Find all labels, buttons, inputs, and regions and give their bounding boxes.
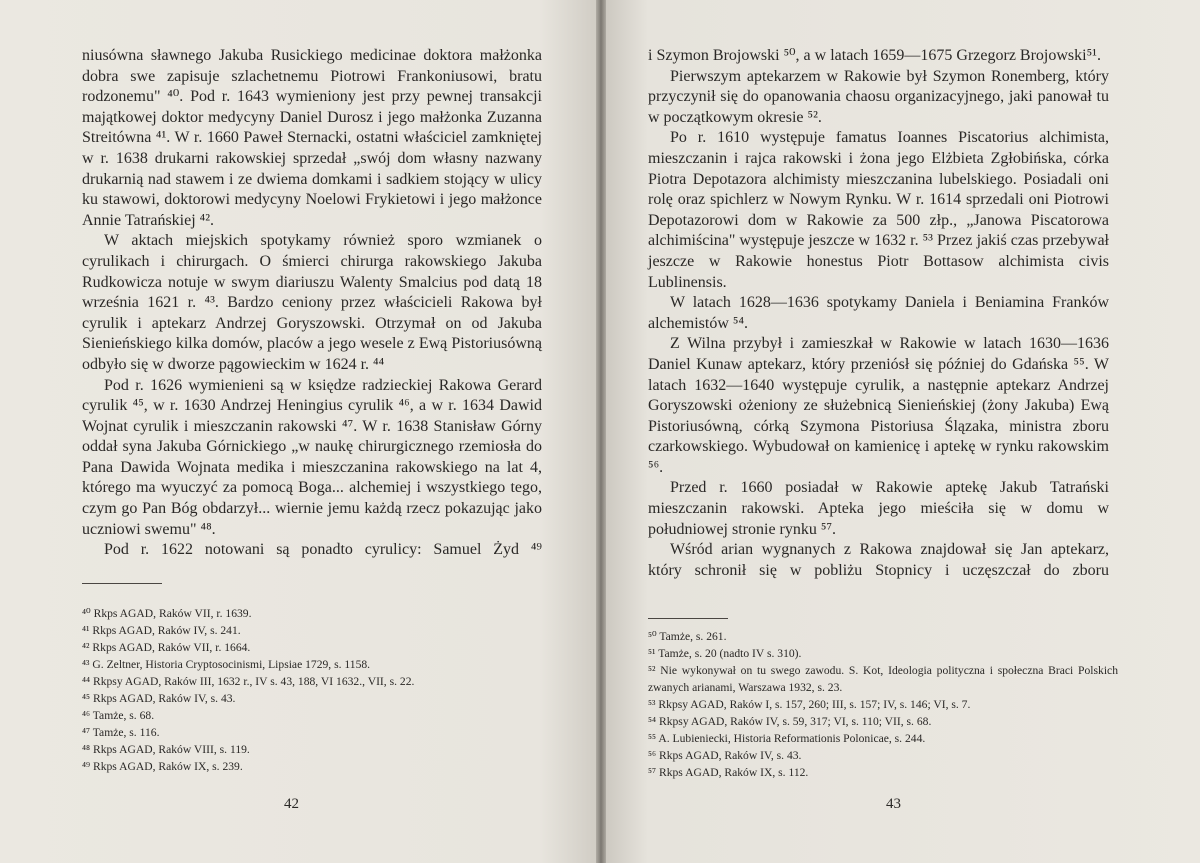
page-number: 43 [886,796,901,812]
paragraph: i Szymon Brojowski ⁵⁰, a w latach 1659—1675 Grzegorz Brojowski⁵¹. [648,47,1101,64]
paragraph: W latach 1628—1636 spotykamy Daniela i Beniamina Franków alchemistów ⁵⁴. [648,294,1109,332]
footnote: ⁴⁹ Rkps AGAD, Raków IX, s. 239. [82,760,243,773]
book-gutter [596,0,606,863]
paragraph: niusówna sławnego Jakuba Rusickiego medicinae doktora małżonka dobra swe zapisuje szlachetnemu Piotrowi Frankoniusowi, bratu rodzonemu" ⁴⁰. Pod r. 1643 wymieniony jest przy pewnej transakcji majątkowej doktor medycyny Daniel Durosz i jego małżonka Zuzanna Streitówna ⁴¹. W r. 1660 Paweł Sternacki, ostatni właściciel zamkniętej w r. 1638 drukarni rakowskiej sprzedał „swój dom własny nazwany drukarnią nad stawem i ze dwiema domkami i sadkiem stojący w ulicy ku stawowi, doktorowi medycyny Noelowi Frykietowi i jego małżonce Annie Tatrańskiej ⁴². [82,47,542,229]
paragraph: Z Wilna przybył i zamieszkał w Rakowie w latach 1630—1636 Daniel Kunaw aptekarz, który przeniósł się później do Gdańska ⁵⁵. W latach 1632—1640 występuje cyrulik, a następnie aptekarz Andrzej Goryszowski ożeniony ze służebnicą Sienieńskiej (żony Jakuba) Ewą Pistoriusówną, córką Szymona Pistoriusa Ślązaka, ministra zboru czarkowskiego. Wybudował on kamienicę i aptekę w rynku rakowskim ⁵⁶. [648,335,1109,476]
footnote: ⁵⁶ Rkps AGAD, Raków IV, s. 43. [648,749,802,762]
footnote: ⁴³ G. Zeltner, Historia Cryptosocinismi, Lipsiae 1729, s. 1158. [82,658,371,671]
footnote-separator [82,583,162,584]
footnote: ⁴¹ Rkps AGAD, Raków IV, s. 241. [82,624,241,637]
paragraph: Pod r. 1626 wymienieni są w księdze radzieckiej Rakowa Gerard cyrulik ⁴⁵, w r. 1630 Andrzej Heningius cyrulik ⁴⁶, a w r. 1634 Dawid Wojnat cyrulik i mieszczanin rakowski ⁴⁷. W r. 1638 Stanisław Górny oddał syna Jakuba Górnickiego „w naukę chirurgicznego rzemiosła do Pana Dawida Wojnata medika i mieszczanina rakowskiego na lat 4, którego ma wyuczyć za pomocą Boga... alchemiej i wszystkiego tego, czym go Pan Bóg obdarzył... wiernie jemu każdą rzecz pokazując jako uczniowi swemu" ⁴⁸. [82,376,542,538]
footnote: ⁴⁷ Tamże, s. 116. [82,726,160,739]
left-footnotes [82,605,542,775]
footnote: ⁴⁰ Rkps AGAD, Raków VII, r. 1639. [82,607,252,620]
paragraph: Pod r. 1622 notowani są ponadto cyrulicy: Samuel Żyd ⁴⁹ [104,541,542,559]
footnote: ⁵⁵ A. Lubieniecki, Historia Reformationis Polonicae, s. 244. [648,732,926,745]
page-number: 42 [284,796,299,812]
footnote: ⁵⁷ Rkps AGAD, Raków IX, s. 112. [648,766,809,779]
paragraph: Wśród arian wygnanych z Rakowa znajdował się Jan aptekarz, który schronił się w pobliżu Stopnicy i uczęszczał do zboru [648,541,1109,579]
footnote: ⁵⁰ Tamże, s. 261. [648,630,727,643]
right-page [600,0,1200,863]
footnote: ⁴⁵ Rkps AGAD, Raków IV, s. 43. [82,692,236,705]
footnote: ⁵⁴ Rkpsy AGAD, Raków IV, s. 59, 317; VI, s. 110; VII, s. 68. [648,715,932,728]
paragraph: Po r. 1610 występuje famatus Ioannes Piscatorius alchimista, mieszczanin i rajca rakowski i żona jego Elżbieta Zgłobińska, córka Piotra Depotazora alchimisty mieszczanina lubelskiego. Posiadali oni rolę oraz spichlerz w Nowym Rynku. W r. 1614 sprzedali oni Piotrowi Depotazorowi dom w Rakowie za 500 złp., „Janowa Piscatorowa alchimiścina" występuje jeszcze w 1632 r. ⁵³ Przez jakiś czas przebywał jeszcze w Rakowie honestus Piotr Bottasow alchimista civis Lublinensis. [648,129,1109,291]
footnote: ⁴⁴ Rkpsy AGAD, Raków III, 1632 r., IV s. 43, 188, VI 1632., VII, s. 22. [82,675,415,688]
paragraph: W aktach miejskich spotykamy również sporo wzmianek o cyrulikach i chirurgach. O śmierci chirurga rakowskiego Jakuba Rudkowicza notuje w swym diariuszu Walenty Smalcius pod datą 18 września 1621 r. ⁴³. Bardzo ceniony przez właścicieli Rakowa był cyrulik i aptekarz Andrzej Goryszowski. Otrzymał on od Jakuba Sienieńskiego kilka domów, placów a jego wesele z Ewą Pistoriusówną odbyło się w dworze pągowieckim w 1624 r. ⁴⁴ [82,232,542,373]
footnote: ⁴⁶ Tamże, s. 68. [82,709,155,722]
footnote-separator [648,618,728,619]
footnote: ⁵¹ Tamże, s. 20 (nadto IV s. 310). [648,647,802,660]
left-body-text [82,46,542,561]
paragraph: Przed r. 1660 posiadał w Rakowie aptekę Jakub Tatrański mieszczanin rakowski. Apteka jego mieściła się w domu w południowej stronie rynku ⁵⁷. [648,479,1109,538]
paragraph: Pierwszym aptekarzem w Rakowie był Szymon Ronemberg, który przyczynił się do opanowania chaosu organizacyjnego, jaki panował tu w początkowym okresie ⁵². [648,67,1109,126]
footnote: ⁴⁸ Rkps AGAD, Raków VIII, s. 119. [82,743,250,756]
footnote: ⁵³ Rkpsy AGAD, Raków I, s. 157, 260; III, s. 157; IV, s. 146; VI, s. 7. [648,698,971,711]
footnote: ⁵² Nie wykonywał on tu swego zawodu. S. Kot, Ideologia polityczna i społeczna Braci Polskich zwanych arianami, Warszawa 1932, s. 23. [648,664,1118,694]
right-footnotes [648,628,1118,781]
footnote: ⁴² Rkps AGAD, Raków VII, r. 1664. [82,641,251,654]
right-body-text [648,46,1109,581]
